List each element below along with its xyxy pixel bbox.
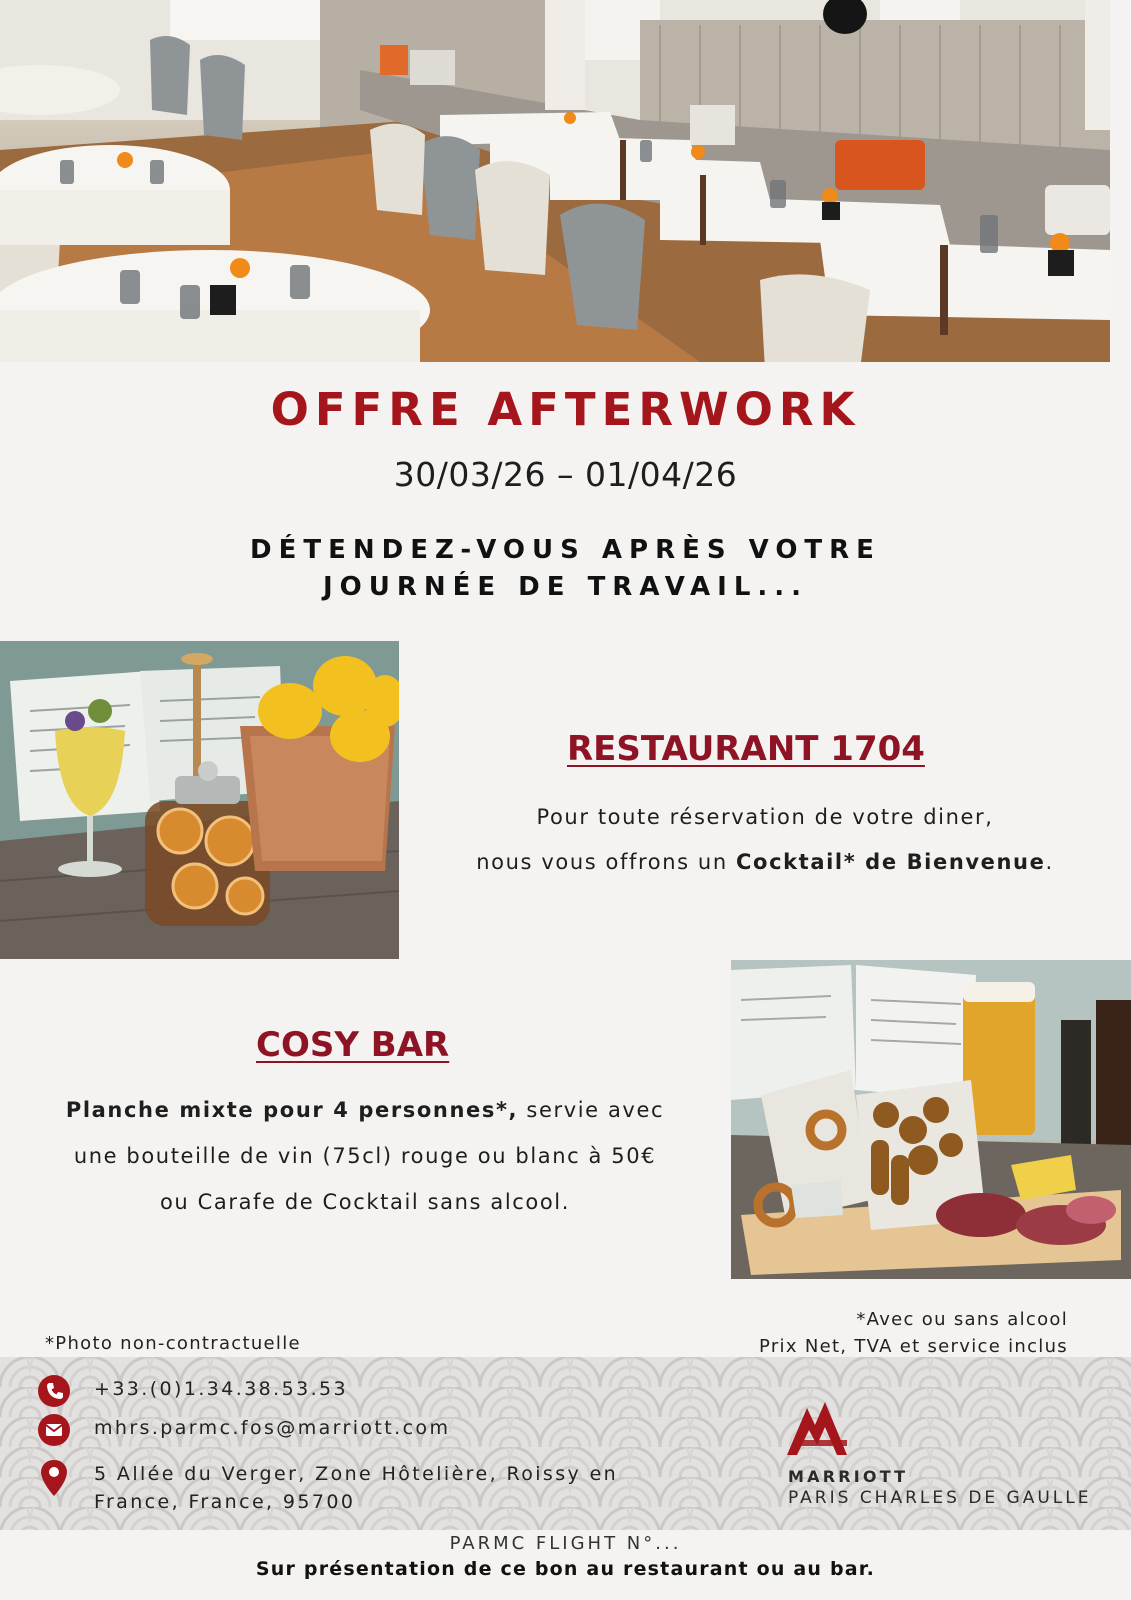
voucher-note: Sur présentation de ce bon au restaurant ou au bar. [255,1558,876,1580]
price-note: Prix Net, TVA et service inclus [759,1336,1068,1357]
cosy-bar-heading: COSY BAR [256,1025,450,1065]
address-line-1: 5 Allée du Verger, Zone Hôtelière, Roissy en [94,1463,619,1485]
tagline [0,532,1131,606]
mail-icon [38,1414,70,1446]
hero-restaurant-photo [0,0,1110,362]
restaurant-offer-text [420,795,1110,885]
platter-label: Planche mixte pour 4 personnes*, [65,1098,519,1122]
address-text [94,1460,618,1516]
restaurant-line-2-prefix: nous vous offrons un [476,850,737,874]
contact-phone [38,1375,348,1407]
offer-dates: 30/03/26 – 01/04/26 [393,455,738,494]
restaurant-line-1: Pour toute réservation de votre diner, [536,805,994,829]
welcome-cocktail-label: Cocktail* de Bienvenue [736,850,1046,874]
marriott-logo [785,1400,1115,1464]
photo-disclaimer: *Photo non-contractuelle [45,1333,301,1354]
bar-line-2: une bouteille de vin (75cl) rouge ou blanc à 50€ [73,1144,657,1168]
price-notes [759,1306,1068,1360]
platter-photo [731,960,1131,1279]
bar-line-1 [20,1087,710,1133]
cocktail-photo [0,641,399,959]
tagline-line-1: DÉTENDEZ-VOUS APRÈS VOTRE [250,535,881,565]
cocktail-illustration [0,641,399,959]
cosy-bar-offer-text [20,1087,710,1225]
restaurant-line-2 [420,840,1110,885]
restaurant-heading: RESTAURANT 1704 [567,729,925,769]
contact-address [38,1460,618,1516]
phone-icon [38,1375,70,1407]
phone-number[interactable]: +33.(0)1.34.38.53.53 [94,1378,349,1400]
restaurant-line-2-suffix: . [1045,850,1054,874]
tagline-line-2: JOURNÉE DE TRAVAIL... [322,572,809,602]
address-line-2: France, France, 95700 [94,1491,356,1513]
brand-location: PARIS CHARLES DE GAULLE [788,1488,1092,1508]
offer-title: OFFRE AFTERWORK [270,383,861,436]
alcohol-note: *Avec ou sans alcool [856,1309,1068,1330]
bar-line-1-rest: servie avec [518,1098,665,1122]
bar-line-3: ou Carafe de Cocktail sans alcool. [159,1190,571,1214]
contact-email [38,1414,450,1446]
brand-name: MARRIOTT [788,1467,909,1486]
flight-number: PARMC FLIGHT N°... [449,1533,682,1554]
location-pin-icon [38,1460,70,1496]
platter-illustration [731,960,1131,1279]
marriott-m-icon [785,1400,875,1460]
hero-restaurant-illustration [0,0,1110,362]
email-address[interactable]: mhrs.parmc.fos@marriott.com [94,1417,451,1439]
